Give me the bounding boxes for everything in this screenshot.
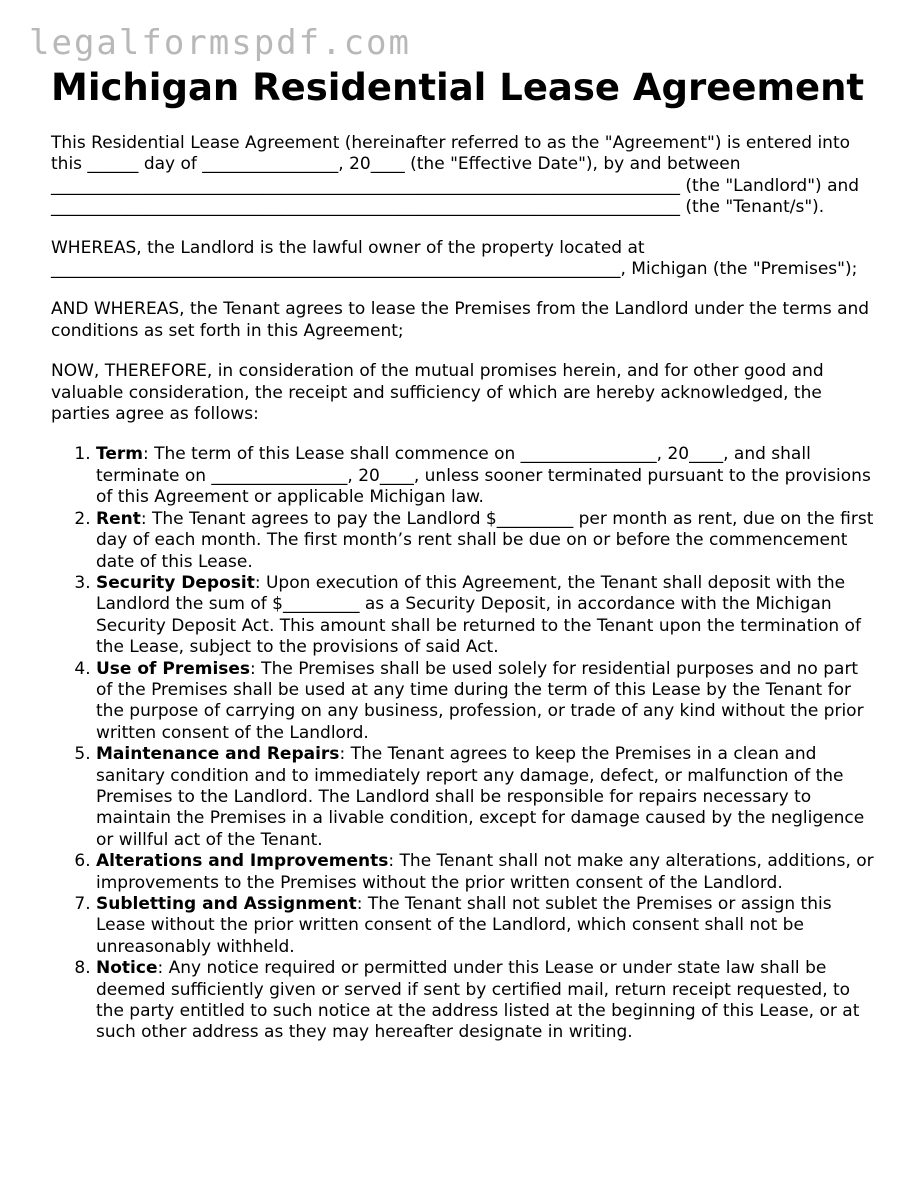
term-text: : Any notice required or permitted under this Lease or under state law shall be deemed sufficiently given or served if sent by certified mail, return receipt requested, to the party entitled to such notice at the address listed at the beginning of this Lease, or at such other address as they may hereafter designate in writing. (96, 958, 860, 1043)
term-text: : The term of this Lease shall commence on ________________, 20____, and shall terminate on ________________, 20____, unless sooner terminated pursuant to the provisions of this Agreement or applicable Michigan law. (96, 444, 871, 508)
landlord-name-blank: __________________________________________________________________________ (51, 175, 680, 196)
term-item-security-deposit (96, 573, 874, 659)
watermark: legalformspdf.com (29, 23, 411, 63)
term-item-alterations (96, 851, 874, 894)
term-item-notice (96, 958, 874, 1044)
intro-paragraph (51, 133, 874, 219)
term-text: : The Tenant shall not sublet the Premises or assign this Lease without the prior written consent of the Landlord, which consent shall not be unreasonably withheld. (96, 894, 832, 957)
tenant-label: (the "Tenant/s"). (680, 197, 825, 218)
term-heading: Term (96, 444, 143, 465)
term-text: : The Tenant agrees to keep the Premises in a clean and sanitary condition and to immediately report any damage, defect, or malfunction of the Premises to the Landlord. The Landlord shall be responsible for repairs necessary to maintain the Premises in a livable condition, except for damage caused by the negligence or willful act of the Tenant. (96, 744, 865, 850)
term-item-rent (96, 509, 874, 573)
whereas-owner-paragraph (51, 238, 874, 281)
term-heading: Alterations and Improvements (96, 851, 389, 872)
document-body (51, 133, 874, 1044)
tenant-name-blank: __________________________________________________________________________ (51, 197, 680, 218)
term-item-use-of-premises (96, 659, 874, 745)
term-heading: Maintenance and Repairs (96, 744, 340, 765)
term-text: : The Premises shall be used solely for residential purposes and no part of the Premises shall be used at any time during the term of this Lease by the Tenant for the purpose of carrying on any business, profession, or trade of any kind without the prior written consent of the Landlord. (96, 658, 864, 743)
term-heading: Use of Premises (96, 658, 251, 679)
term-heading: Security Deposit (96, 572, 255, 593)
page-title: Michigan Residential Lease Agreement (51, 66, 865, 109)
premises-address-blank: ___________________________________________________________________ (51, 259, 621, 280)
term-text: : The Tenant agrees to pay the Landlord $_________ per month as rent, due on the first day of each month. The first month’s rent shall be due on or before the commencement date of this Lease. (96, 508, 874, 572)
landlord-label: (the "Landlord") and (680, 175, 860, 196)
term-text: : The Tenant shall not make any alterations, additions, or improvements to the Premises without the prior written consent of the Landlord. (96, 851, 874, 893)
term-heading: Rent (96, 508, 141, 529)
now-therefore-paragraph: NOW, THEREFORE, in consideration of the mutual promises herein, and for other good and valuable consideration, the receipt and sufficiency of which are hereby acknowledged, the parties agree as follows: (51, 361, 824, 425)
term-heading: Subletting and Assignment (96, 894, 357, 914)
whereas-owner-text: WHEREAS, the Landlord is the lawful owner of the property located at (51, 237, 645, 258)
intro-text: This Residential Lease Agreement (hereinafter referred to as the "Agreement") is entered into this ______ day of ________________, 20____ (the "Effective Date"), by and between (51, 133, 851, 175)
whereas-lease-paragraph: AND WHEREAS, the Tenant agrees to lease the Premises from the Landlord under the terms and conditions as set forth in this Agreement; (51, 299, 870, 341)
term-text: : Upon execution of this Agreement, the Tenant shall deposit with the Landlord the sum of $_________ as a Security Deposit, in accordance with the Michigan Security Deposit Act. This amount shall be returned to the Tenant upon the termination of the Lease, subject to the provisions of said Act. (96, 572, 861, 658)
premises-label: , Michigan (the "Premises"); (620, 259, 858, 280)
term-heading: Notice (96, 958, 158, 979)
terms-list (51, 444, 874, 1043)
term-item-term (96, 444, 874, 508)
term-item-subletting (96, 894, 874, 958)
term-item-maintenance (96, 744, 874, 851)
